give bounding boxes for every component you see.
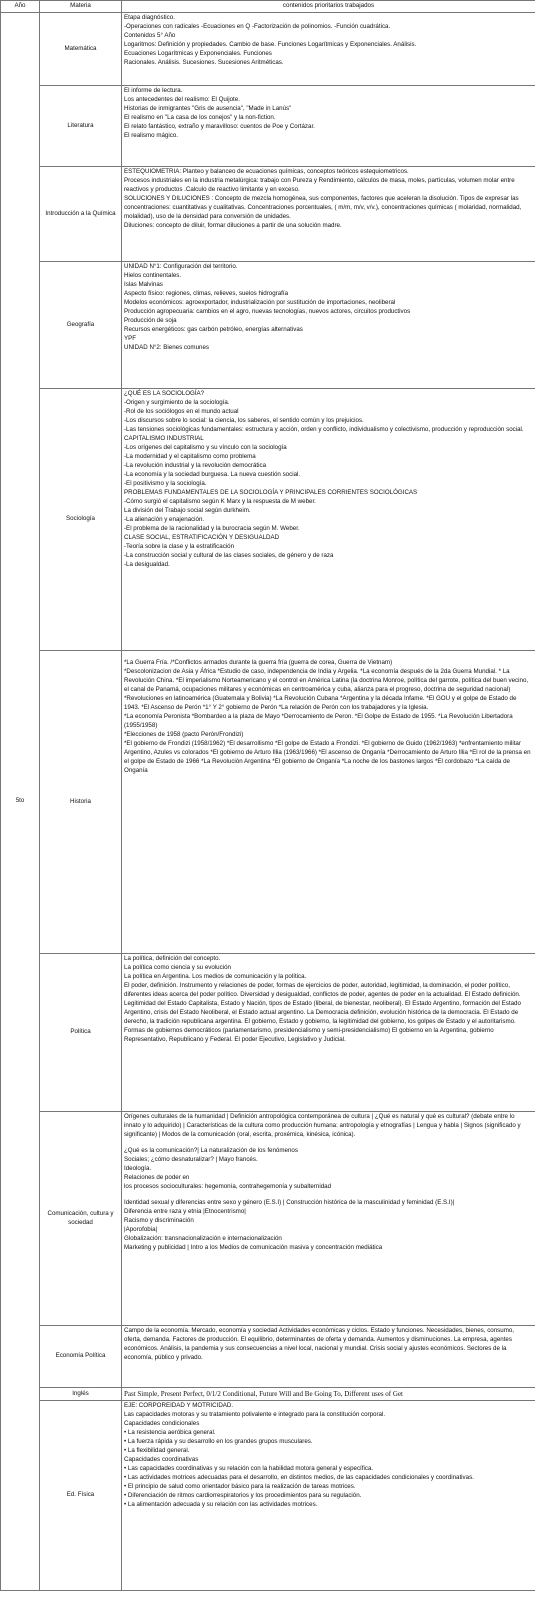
table-row: [1, 86, 535, 167]
content-line: Marketing y publicidad | Intro a los Medios de comunicación masiva y concentración mediática: [124, 1243, 383, 1251]
content-line: -Teoría sobre la clase y la estratificación: [124, 542, 235, 550]
content-line: • Las actividades motrices adecuadas para el desarrollo, en distintos medios, de las capacidades condicionales y coordinativas.: [124, 1474, 474, 1482]
subject-cell: Historia: [40, 651, 122, 954]
content-line: -El problema de la racionalidad y la burocracia según M. Weber.: [124, 524, 300, 532]
content-line: SOLUCIONES Y DILUCIONES : Concepto de mezcla homogénea, sus componentes, factores que aceleran la disolución. Tipos de expresar las concentraciones: cuantitativas y cualitativas. Concentraciones porcentuales, ( m/m, m/v, v/v.), concentraciones químicas ( molaridad, normalidad, molalidad), uso de la densidad para conversión de unidades.: [124, 194, 522, 220]
content-line: El informe de lectura.: [124, 87, 183, 94]
contents-cell: [122, 13, 535, 86]
content-line: UNIDAD N°2: Bienes comunes: [124, 343, 210, 351]
content-line: El realismo mágico.: [124, 131, 178, 139]
content-line: [124, 1140, 533, 1147]
table-row: [1, 1388, 535, 1401]
table-row: [1, 1401, 535, 1591]
content-line: -Rol de los sociólogos en el mundo actual: [124, 407, 239, 415]
content-line: ¿QUÉ ES LA SOCIOLOGÍA?: [124, 390, 205, 397]
header-contents: contenidos prioritarios trabajados: [122, 1, 535, 13]
content-line: -La modernidad y el capitalismo como problema: [124, 452, 256, 460]
content-line: Historias de inmigrantes "Gris de ausencia", "Made in Lanús": [124, 104, 292, 112]
content-line: -Los discursos sobre lo social: la ciencia, los saberes, el sentido común y los prejuicios.: [124, 416, 364, 424]
table-row: [1, 954, 535, 1112]
contents-cell: [122, 1326, 535, 1388]
content-line: -La construcción social y cultural de las clases sociales, de género y de raza: [124, 551, 334, 559]
table-row: [1, 389, 535, 651]
year-cell: 5to: [1, 13, 40, 1591]
table-row: [1, 1326, 535, 1388]
content-line: Capacidades condicionales: [124, 1420, 200, 1428]
content-line: Diluciones: concepto de diluir, formar diluciones a partir de una solución madre.: [124, 221, 342, 229]
content-line: Logaritmos: Definición y propiedades. Cambio de base. Funciones Logarítmicas y Exponenciales. Análisis.: [124, 40, 417, 48]
subject-cell: Economía Política: [40, 1326, 122, 1388]
content-line: • La alimentación adecuada y su relación con las actividades motrices.: [124, 1500, 318, 1508]
header-subject: Materia: [40, 1, 122, 13]
contents-cell: [122, 167, 535, 262]
content-line: Ecuaciones Logarítmicas y Exponenciales. Funciones: [124, 49, 272, 57]
content-line: Las capacidades motoras y su tratamiento polivalente e integrado para la constitución corporal.: [124, 1411, 386, 1419]
content-line: [124, 652, 533, 659]
content-line: ¿Qué es la comunicación?| La naturalización de los fenómenos: [124, 1146, 298, 1154]
contents-cell: [122, 1401, 535, 1591]
content-line: -Origen y surgimiento de la sociología.: [124, 398, 230, 406]
content-line: La política como ciencia y su evolución: [124, 963, 231, 971]
content-line: Sociales; ¿cómo desnaturalizar? | Mayo francés.: [124, 1155, 258, 1163]
content-line: -Operaciones con radicales -Ecuaciones en Q -Factorización de polinomios. -Función cuadrática.: [124, 22, 391, 30]
content-line: ESTEQUIOMETRIA: Planteo y balanceo de ecuaciones químicas, conceptos teóricos estequiometricos.: [124, 168, 409, 175]
contents-cell: [122, 954, 535, 1112]
subject-cell: Sociología: [40, 389, 122, 651]
table-row: [1, 167, 535, 262]
content-line: -La desigualdad.: [124, 560, 170, 568]
content-line: -Cómo surgió el capitalismo según K Marx y la respuesta de M weber.: [124, 497, 316, 505]
content-line: PROBLEMAS FUNDAMENTALES DE LA SOCIOLOGÍA Y PRINCIPALES CORRIENTES SOCIOLÓGICAS: [124, 488, 418, 496]
contents-cell: [122, 262, 535, 389]
content-line: |Aporofobia|: [124, 1225, 158, 1233]
content-line: *El gobierno de Frondizi (1958/1962) *El desarrollismo *El golpe de Estado a Frondizi. *El gobierno de Guido (1962/1963) *enfrentamiento militar Argentino, Azules vs colorados *El gobierno de Arturo Illia (1963/1966) *El ascenso de Onganía *Derrocamiento de Arturo Illia *El rol de la prensa en el golpe de Estado de 1966 *La Revolución Argentina *El gobierno de Onganía *La noche de los bastones largos *El cordobazo *La caída de Onganía: [124, 739, 531, 774]
content-line: Etapa diagnóstico.: [124, 14, 175, 21]
header-year: Año: [1, 1, 40, 13]
content-line: *La economía Peronista *Bombardeo a la plaza de Mayo *Derrocamiento de Peron. *El Golpe de Estado de 1955. *La Revolución Libertadora (1955/1958): [124, 712, 513, 729]
content-line: Los antecedentes del realismo: El Quijote.: [124, 95, 240, 103]
content-line: El poder, definición. Instrumento y relaciones de poder, formas de ejercicios de poder, autoridad, legitimidad, la dominación, el poder político, diferentes ideas acerca del poder político. Diversidad y desigualdad, conflictos de poder, agentes de poder en la actualidad. El Estado definición. Legitimidad del Estado Capitalista, Estado y Nación, tipos de Estado (liberal, de bienestar, neoliberal). El Estado Argentino, formación del Estado Argentino, crisis del Estado Neoliberal, el Estado actual argentino. La Democracia definición, evolución histórica de la democracia. El Estado de derecho, la tradición republicana argentina. El gobierno, Estado y gobierno, la legitimidad del gobierno, los golpes de Estado y el autoritarismo. Formas de gobiernos democráticos (parlamentarismo, presidencialismo y semi-presidencialismo) El gobierno en la Argentina, gobierno Representativo, Republicano y Federal. El poder Ejecutivo, Legislativo y Judicial.: [124, 981, 521, 1043]
header-row: [1, 1, 535, 13]
table-row: [1, 1112, 535, 1326]
content-line: • La fuerza rápida y su desarrollo en los grandes grupos musculares.: [124, 1438, 313, 1446]
content-line: Campo de la economía. Mercado, economía y sociedad Actividades económicas y ciclos. Estado y funciones. Necesidades, bienes, consumo, oferta, demanda. Factores de producción. El equilibrio, determinantes de oferta y demanda. Aumentos y disminuciones. La empresa, agentes económicos. Análisis, la pandemia y sus consecuencias a nivel local, nacional y mundial. Crisis social y ajustes económicos. Sectores de la economía, público y privado.: [124, 1327, 515, 1361]
content-line: YPF: [124, 334, 137, 342]
content-line: Orígenes culturales de la humanidad | Definición antropológica contemporánea de cultura | ¿Qué es natural y qué es cultural? (debate entre lo innato y lo adquirido) | Características de la cultura como producción humana: antropología y etnografías | Lengua y habla | Signos (significado y significante) | Modos de la comunicación (oral, escrita, proxémica, kinésica, icónica).: [124, 1113, 521, 1138]
content-line: Producción agropecuaria: cambios en el agro, nuevas tecnologías, nuevos actores, circuitos productivos: [124, 307, 411, 315]
table-row: [1, 262, 535, 389]
content-line: • Diferenciación de ritmos cardiorrespiratorios y los procedimientos para su regulación.: [124, 1491, 362, 1499]
content-line: Racionales. Análisis. Sucesiones. Sucesiones Aritméticas.: [124, 58, 284, 66]
content-line: Producción de soja: [124, 316, 177, 324]
contents-cell: [122, 1112, 535, 1326]
content-line: La política en Argentina. Los medios de comunicación y la política.: [124, 972, 307, 980]
contents-cell: [122, 389, 535, 651]
content-line: Contenidos 5° Año: [124, 31, 176, 39]
content-line: Capacidades coordinativas: [124, 1456, 199, 1464]
contents-cell: [122, 1388, 535, 1401]
content-line: -Los orígenes del capitalismo y su vínculo con la sociología: [124, 443, 287, 451]
subject-cell: Inglés: [40, 1388, 122, 1401]
content-line: -La economía y la sociedad burguesa. La nueva cuestión social.: [124, 470, 301, 478]
subject-cell: Política: [40, 954, 122, 1112]
content-line: El relato fantástico, extraño y maravilloso: cuentos de Poe y Cortázar.: [124, 122, 315, 130]
content-line: Diferencia entre raza y etnia |Etnocentrismo|: [124, 1207, 246, 1215]
subject-cell: Introducción a la Química: [40, 167, 122, 262]
content-line: • El principio de salud como orientador básico para la realización de tareas motrices.: [124, 1483, 356, 1490]
content-line: *Descolonizacion de Asia y África *Estudio de caso, independencia de India y Argelia. *La economía después de la 2da Guerra Mundial. * La Revolución China. *El imperialismo Norteamericano y el control en América Latina (la doctrina Monroe, política del garrote, política del buen vecino, el canal de Panamá, ocupaciones militares y económicas en centroamérica y cuba, alianza para el progreso, doctrina de seguridad nacional): [124, 667, 529, 693]
content-line: CAPITALISMO INDUSTRIAL: [124, 434, 204, 442]
content-line: Racismo y discriminación: [124, 1216, 194, 1224]
content-line: EJE: CORPOREIDAD Y MOTRICIDAD.: [124, 1402, 234, 1410]
content-line: -La alienación y enajenación.: [124, 515, 205, 523]
content-line: CLASE SOCIAL, ESTRATIFICACIÓN Y DESIGUALDAD: [124, 533, 280, 541]
content-line: La política, definición del concepto.: [124, 955, 221, 962]
subject-cell: Literatura: [40, 86, 122, 167]
subject-cell: Matemática: [40, 13, 122, 86]
content-line: Aspecto físico: regiones, climas, relieves, suelos hidrografía: [124, 289, 289, 297]
content-line: Islas Malvinas: [124, 280, 163, 288]
content-line: Identidad sexual y diferencias entre sexo y género (E.S.I) | Construcción histórica de la masculinidad y feminidad (E.S.I)|: [124, 1198, 455, 1206]
subject-cell: Geografía: [40, 262, 122, 389]
content-line: -Las tensiones sociológicas fundamentales: estructura y acción, orden y conflicto, individualismo y colectivismo, producción y reproducción social.: [124, 425, 524, 433]
table-row: [1, 651, 535, 954]
content-line: • La flexibilidad general.: [124, 1447, 190, 1455]
contents-cell: [122, 86, 535, 167]
content-line: La división del Trabajo social según durkheim.: [124, 506, 251, 514]
content-line: Modelos económicos: agroexportador, industrialización por sustitución de importaciones, neoliberal: [124, 298, 396, 306]
content-line: Relaciones de poder en: [124, 1173, 190, 1181]
content-line: El realismo en "La casa de los conejos" y la non-fiction.: [124, 113, 276, 121]
content-line: *Revoluciones en latinoamérica (Guatemala y Bolivia) *La Revolución Cubana *Argentina y la década Infame. *El GOU y el golpe de Estado de 1943. *El Ascenso de Perón *1° Y 2° gobierno de Perón *La relación de Perón con los trabajadores y la Iglesia.: [124, 694, 517, 711]
contents-cell: [122, 651, 535, 954]
content-line: [124, 1192, 533, 1199]
content-line: • Las capacidades coordinativas y su relación con la habilidad motora general y específica.: [124, 1465, 374, 1473]
content-line: -La revolución industrial y la revolución democrática: [124, 461, 267, 469]
content-line: Globalización: transnacionalización e internacionalización: [124, 1234, 282, 1242]
content-line: UNIDAD N°1: Configuración del territorio.: [124, 263, 238, 270]
content-line: • La resistencia aeróbica general.: [124, 1429, 216, 1437]
content-line: *Elecciones de 1958 (pacto Perón/Frondizi): [124, 730, 244, 738]
content-line: Ideología.: [124, 1164, 152, 1172]
subject-cell: Comunicación, cultura y sociedad: [40, 1112, 122, 1326]
content-line: Procesos industriales en la industria metalúrgica: trabajo con Pureza y Rendimiento, cálculos de masa, moles, partículas, volumen molar entre reactivos y productos .Calculo de reactivo limitante y en exceso.: [124, 176, 515, 193]
content-line: Recursos energéticos: gas carbón petróleo, energías alternativas: [124, 325, 303, 333]
table-row: [1, 13, 535, 86]
content-line: *La Guerra Fría. /*Conflictos armados durante la guerra fría (guerra de corea, Guerra de Vietnam): [124, 659, 393, 666]
content-line: Past Simple, Present Perfect, 0/1/2 Conditional, Future Will and Be Going To, Different uses of Get: [124, 1390, 403, 1398]
content-line: Hielos continentales.: [124, 271, 182, 279]
subject-cell: Ed. Física: [40, 1401, 122, 1591]
content-line: -El positivismo y la sociología.: [124, 479, 207, 487]
content-line: los procesos socioculturales: hegemonía, contrahegemonía y subalternidad: [124, 1182, 332, 1190]
